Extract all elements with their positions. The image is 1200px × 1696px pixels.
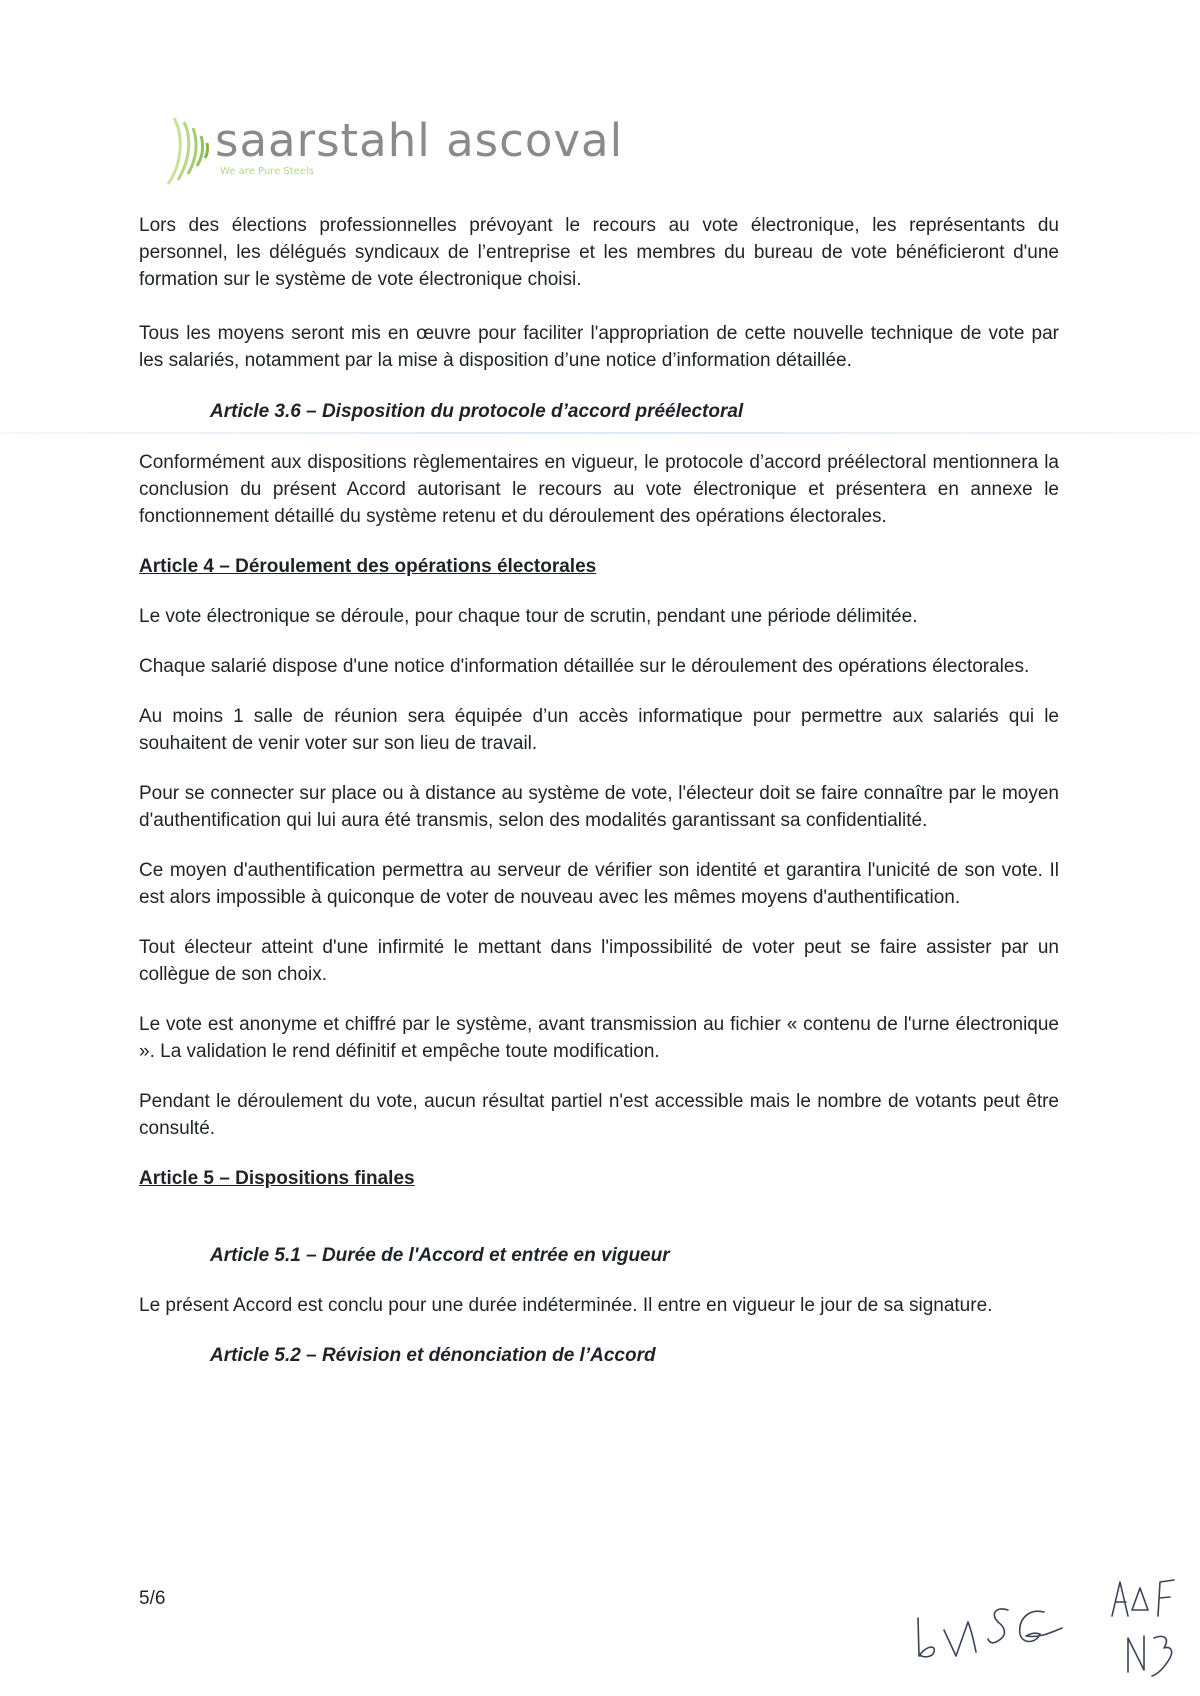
document-body [139,212,1059,1369]
paragraph-duration: Le présent Accord est conclu pour une durée indéterminée. Il entre en vigueur le jour de sa signature. [139,1295,993,1316]
paragraph-means: Tous les moyens seront mis en œuvre pour faciliter l'appropriation de cette nouvelle technique de vote par les salariés, notamment par la mise à disposition d’une notice d’information détaillée. [139,323,1059,371]
paragraph-authentication: Ce moyen d'authentification permettra au serveur de vérifier son identité et garantira l'unicité de son vote. Il est alors impossible à quiconque de voter de nouveau avec les mêmes moyens d'authentification. [139,860,1059,908]
paragraph-connection: Pour se connecter sur place ou à distance au système de vote, l'électeur doit se faire connaître par le moyen d'authentification qui lui aura été transmis, selon des modalités garantissant sa confidentialité. [139,783,1059,831]
heading-article-4: Article 4 – Déroulement des opérations électorales [139,556,597,577]
company-logo [160,108,624,188]
initials-bn-signature [912,1612,982,1662]
paragraph-meeting-room: Au moins 1 salle de réunion sera équipée d’un accès informatique pour permettre aux salariés qui le souhaitent de venir voter sur son lieu de travail. [139,706,1059,754]
paragraph-anonymous: Le vote est anonyme et chiffré par le système, avant transmission au fichier « contenu de l'urne électronique ». La validation le rend définitif et empêche toute modification. [139,1014,1059,1062]
initials-aaf-signature [1110,1576,1178,1622]
initials-ny-signature [1124,1628,1180,1680]
paragraph-period: Le vote électronique se déroule, pour chaque tour de scrutin, pendant une période délimitée. [139,606,918,627]
paragraph-results: Pendant le déroulement du vote, aucun résultat partiel n'est accessible mais le nombre de votants peut être consulté. [139,1091,1059,1139]
heading-article-5: Article 5 – Dispositions finales [139,1168,415,1189]
paragraph-protocol: Conformément aux dispositions règlementaires en vigueur, le protocole d’accord préélectoral mentionnera la conclusion du présent Accord autorisant le recours au vote électronique et présentera en annexe le fonctionnement détaillé du système retenu et du déroulement des opérations électorales. [139,452,1059,527]
paragraph-notice: Chaque salarié dispose d'une notice d'information détaillée sur le déroulement des opérations électorales. [139,656,1030,677]
logo-wordmark: saarstahl ascoval [215,114,624,167]
page-number: 5/6 [139,1588,166,1609]
initials-sg-signature [986,1604,1066,1652]
heading-article-5-1: Article 5.1 – Durée de l'Accord et entrée en vigueur [210,1245,670,1266]
logo-tagline: We are Pure Steels [220,166,314,177]
logo-arc-icon [164,114,216,186]
heading-article-3-6: Article 3.6 – Disposition du protocole d’accord préélectoral [210,401,744,422]
paragraph-training: Lors des élections professionnelles prévoyant le recours au vote électronique, les représentants du personnel, les délégués syndicaux de l’entreprise et les membres du bureau de vote bénéficieront d'une formation sur le système de vote électronique choisi. [139,215,1059,290]
paragraph-assistance: Tout électeur atteint d'une infirmité le mettant dans l'impossibilité de voter peut se faire assister par un collègue de son choix. [139,937,1059,985]
heading-article-5-2: Article 5.2 – Révision et dénonciation de l’Accord [210,1345,656,1366]
